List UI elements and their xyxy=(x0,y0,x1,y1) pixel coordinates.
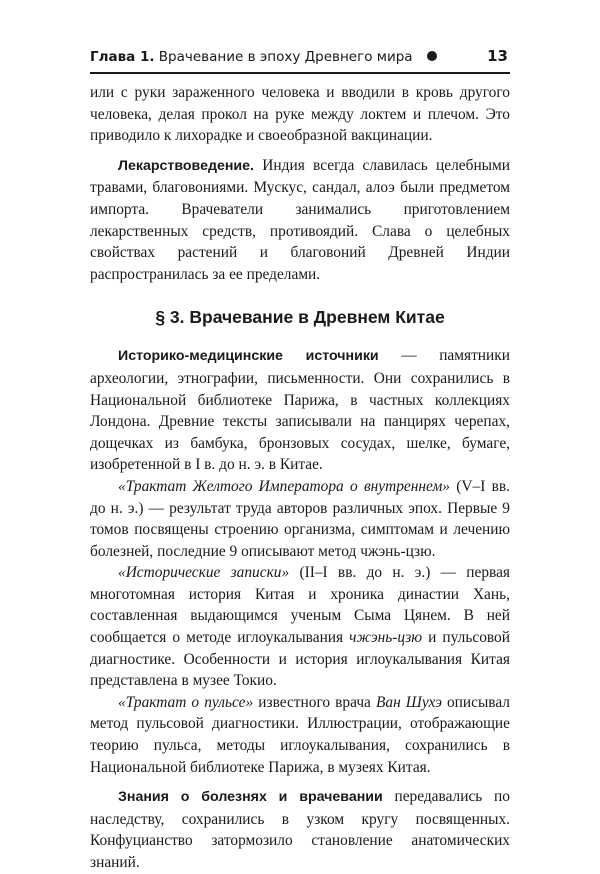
header-rule xyxy=(90,72,510,74)
work-title: «Трактат Желтого Императора о внутреннем» xyxy=(118,477,450,495)
paragraph-pulse-treatise xyxy=(90,692,510,778)
paragraph-text: Индия всегда славилась целебными травами, благовониями. Мускус, сандал, алоэ были предметом импорта. Врачеватели занимались приготовлением лекарственных средств, противоядий. Слава о целебных свойствах растений и благовоний Древней Индии распространилась за ее пределами. xyxy=(90,156,510,283)
paragraph-text: описывал метод пульсовой диагностики. Иллюстрации, отображающие теорию пульса, методы иглоукалывания, сохранились в Национальной библиотеке Парижа, в музеях Китая. xyxy=(90,693,510,776)
page-number: 13 xyxy=(487,47,508,65)
paragraph-yellow-emperor xyxy=(90,476,510,562)
paragraph-text: известного врача xyxy=(253,693,376,711)
term-heading: Историко-медицинские источники xyxy=(118,348,379,365)
paragraph-text: — памятники археологии, этнографии, письменности. Они сохранились в Национальной библиотеке Парижа, в частных коллекциях Лондона. Древние тексты записывали на панцирях черепах, дощечках из бамбука, бронзовых сосудах, шелке, бумаге, изобретенной в I в. до н. э. в Китае. xyxy=(90,347,510,474)
work-title: «Исторические записки» xyxy=(118,564,290,582)
chapter-label: Глава 1. xyxy=(90,49,155,65)
paragraph-sources xyxy=(90,345,510,476)
paragraph-text: и пульсовой диагностике. Особенности и история иглоукалывания Китая представлена в музее Токио. xyxy=(90,629,510,690)
term-heading: Знания о болезнях и врачевании xyxy=(118,789,383,806)
chapter-title: Врачевание в эпоху Древнего мира xyxy=(158,49,413,65)
author-name: Ван Шухэ xyxy=(375,693,442,711)
paragraph-historical-records xyxy=(90,562,510,692)
paragraph-knowledge xyxy=(90,786,510,873)
work-title: «Трактат о пульсе» xyxy=(118,693,254,711)
paragraph-continuation xyxy=(90,82,510,147)
page-body xyxy=(90,82,510,874)
section-title: § 3. Врачевание в Древнем Китае xyxy=(155,307,445,328)
paragraph-text: передавались по наследству, сохранились в узком кругу посвященных. Конфуцианство затормозило становление анатомических знаний. xyxy=(90,788,510,871)
paragraph-pharmacology xyxy=(90,155,510,286)
paragraph-text: или с руки зараженного человека и вводили в кровь другого человека, делая прокол на руке между локтем и плечом. Это приводило к лихорадке и своеобразной вакцинации. xyxy=(90,84,510,145)
method-name: чжэнь-цзю xyxy=(349,629,423,647)
term-heading: Лекарствоведение. xyxy=(118,157,254,174)
header-bullet-icon xyxy=(427,51,437,61)
paragraph-text: (V–I вв. до н. э.) — результат труда авторов различных эпох. Первые 9 томов посвящены строению организма, симптомам и лечению болезней, последние 9 описывают метод чжэнь-цзю. xyxy=(90,477,510,560)
paragraph-text: (II–I вв. до н. э.) — первая многотомная история Китая и хроника династии Хань, составленная выдающимся ученым Сыма Цянем. В ней сообщается о методе иглоукалывания xyxy=(90,564,511,647)
